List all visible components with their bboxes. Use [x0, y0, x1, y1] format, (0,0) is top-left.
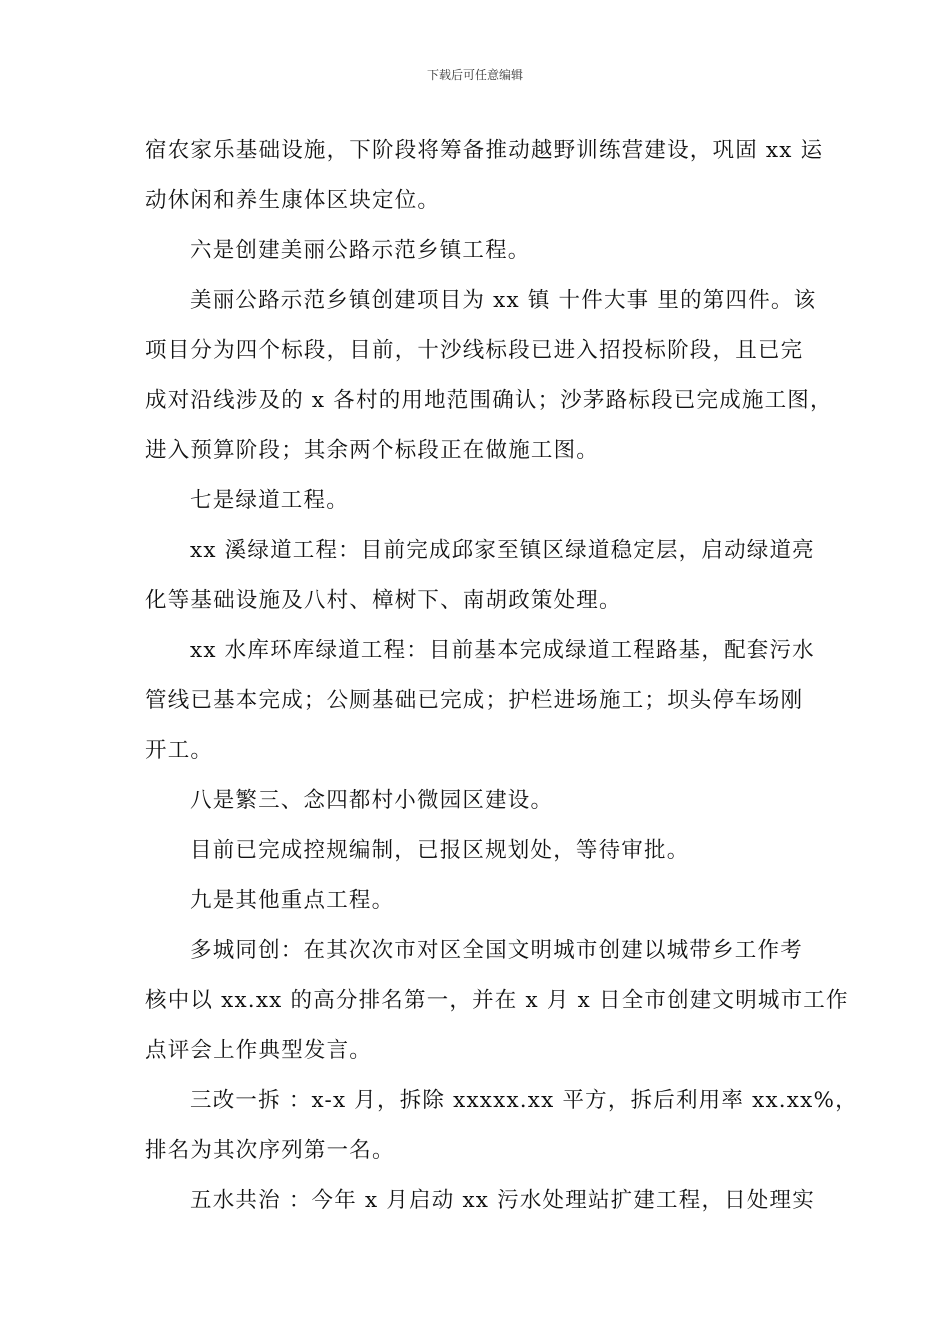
text-line: 进入预算阶段；其余两个标段正在做施工图。 [145, 438, 600, 463]
text-line: 目前已完成控规编制，已报区规划处，等待审批。 [190, 838, 690, 863]
text-line: 管线已基本完成；公厕基础已完成；护栏进场施工；坝头停车场刚 [145, 688, 804, 713]
text-line: 九是其他重点工程。 [190, 888, 395, 913]
text-line: 六是创建美丽公路示范乡镇工程。 [190, 238, 531, 263]
page-header: 下载后可任意编辑 [426, 68, 523, 82]
text-line: 开工。 [145, 738, 214, 763]
text-line: 动休闲和养生康体区块定位。 [145, 188, 441, 213]
text-line: 化等基础设施及八村、樟树下、南胡政策处理。 [145, 588, 622, 613]
text-line: 八是繁三、念四都村小微园区建设。 [190, 788, 554, 813]
text-line: 排名为其次序列第一名。 [145, 1138, 395, 1163]
text-line: xx 溪绿道工程：目前完成邱家至镇区绿道稳定层，启动绿道亮 [190, 538, 815, 563]
text-line: 多城同创：在其次次市对区全国文明城市创建以城带乡工作考 [190, 938, 803, 963]
text-line: 宿农家乐基础设施，下阶段将筹备推动越野训练营建设，巩固 xx 运 [145, 138, 824, 163]
text-line: 七是绿道工程。 [190, 488, 349, 513]
text-line: xx 水库环库绿道工程：目前基本完成绿道工程路基，配套污水 [190, 638, 815, 663]
text-line: 项目分为四个标段，目前，十沙线标段已进入招投标阶段，且已完 [145, 338, 804, 363]
text-line: 核中以 xx.xx 的高分排名第一，并在 x 月 x 日全市创建文明城市工作 [145, 988, 849, 1013]
text-line: 成对沿线涉及的 x 各村的用地范围确认；沙茅路标段已完成施工图， [145, 388, 833, 413]
text-line: 美丽公路示范乡镇创建项目为 xx 镇 十件大事 里的第四件。该 [190, 288, 817, 313]
text-line: 三改一拆 ：x-x 月，拆除 xxxxx.xx 平方，拆后利用率 xx.xx%， [190, 1088, 858, 1113]
text-line: 点评会上作典型发言。 [145, 1038, 373, 1063]
text-line: 五水共治 ：今年 x 月启动 xx 污水处理站扩建工程，日处理实 [190, 1188, 815, 1213]
